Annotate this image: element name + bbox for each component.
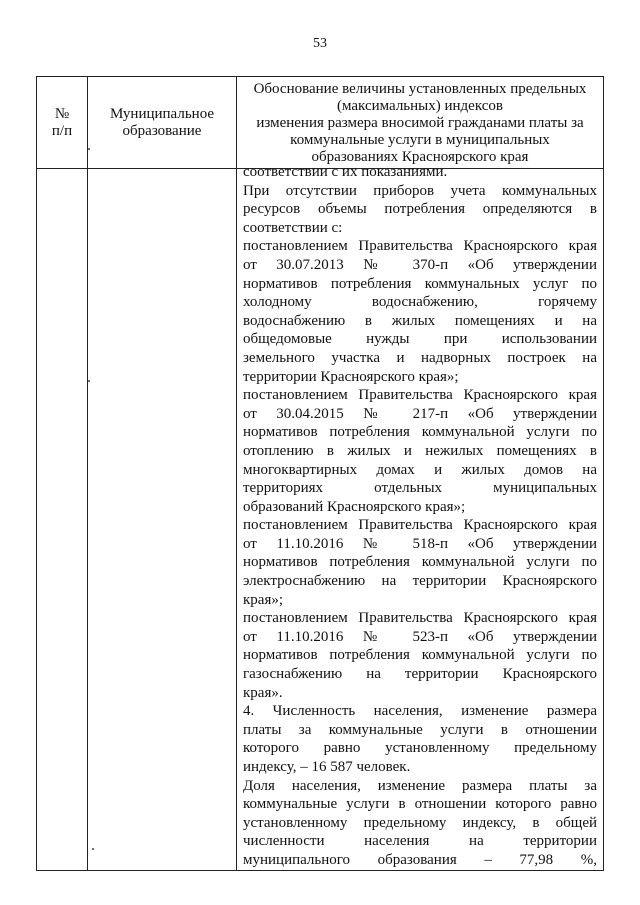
text-line: электроснабжению на территории Красноярского [243,573,597,590]
header-justification-cell [237,77,604,169]
text-line: При отсутствии приборов учета коммунальных [243,182,597,199]
text-line: от 11.10.2016 № 523-п «Об утверждении [243,628,597,645]
page-number: 53 [313,36,327,51]
scan-speck [92,848,94,850]
text-line: нормативов потребления коммунальной услуги по [243,647,597,664]
text-line: отоплению в жилых и нежилых помещениях в [243,442,597,459]
text-line: водоснабжению в жилых помещениях и на [243,312,597,329]
text-line: образований Красноярского края»; [243,498,466,515]
text-line: общедомовые нужды при использовании [243,331,597,348]
text-line: от 30.04.2015 № 217-п «Об утверждении [243,405,597,422]
header-justification-line-5: образованиях Красноярского края [311,149,529,165]
text-line: соответствии с: [243,219,343,236]
text-line: Доля населения, изменение размера платы за [243,777,597,794]
header-number-cell [37,77,88,169]
text-line: нормативов потребления коммунальной услуги по [243,554,597,571]
body-justification-cell [237,164,604,871]
text-line: которого равно установленному предельному [243,740,597,757]
text-line: от 30.07.2013 № 370-п «Об утверждении [243,256,597,273]
table-header-row [37,77,604,169]
header-justification-line-2: (максимальных) индексов [337,98,503,114]
header-number-line-2: п/п [51,122,73,139]
text-line: края». [243,684,283,701]
text-line: соответствии с их показаниями. [243,164,448,180]
text-line: многоквартирных домах и жилых домов на [243,461,597,478]
header-justification-line-4: коммунальные услуги в муниципальных [290,132,550,148]
text-line: нормативов потребления коммунальной услуги по [243,424,597,441]
justification-text [243,163,597,870]
text-line: платы за коммунальные услуги в отношении [243,721,597,738]
scan-speck [88,148,90,150]
text-line: постановлением Правительства Красноярского края [243,387,597,404]
text-line: холодному водоснабжению, горячему [243,294,597,311]
text-line: численности населения на территории [243,833,597,850]
text-line: 4. Численность населения, изменение размера [243,703,597,720]
body-municipality-cell [88,169,237,871]
text-line: от 11.10.2016 № 518-п «Об утверждении [243,535,597,552]
text-line: края»; [243,591,284,608]
text-line: постановлением Правительства Красноярского края [243,610,597,627]
text-line: газоснабжению на территории Красноярского [243,666,597,683]
header-municipality-cell [88,77,237,169]
header-municipality-line-2: образование [122,122,202,139]
header-municipality-line-1: Муниципальное [109,105,215,122]
text-line: индексу, – 16 587 человек. [243,759,411,775]
text-line: коммунальные услуги в отношении которого равно [243,796,597,813]
header-justification-line-1: Обоснование величины установленных предельных [253,81,587,97]
header-number-line-1: № [54,105,70,122]
text-line: муниципального образования – 77,98 %, [243,851,597,868]
text-line: нормативов потребления коммунальных услуг по [243,275,597,292]
text-line: территории Красноярского края»; [243,368,459,385]
text-line: ресурсов объемы потребления определяются в [243,201,597,218]
table-body-row [37,169,604,871]
text-line: территориях отдельных муниципальных [243,480,597,497]
text-line: постановлением Правительства Красноярского края [243,238,597,255]
scan-speck [88,380,90,382]
text-line: земельного участка и надворных построек на [243,349,597,366]
justification-table [36,76,604,871]
text-line: установленному предельному индексу, в общей [243,814,597,831]
body-number-cell [37,169,88,871]
header-justification-line-3: изменения размера вносимой гражданами платы за [256,115,584,131]
text-line: постановлением Правительства Красноярского края [243,517,597,534]
